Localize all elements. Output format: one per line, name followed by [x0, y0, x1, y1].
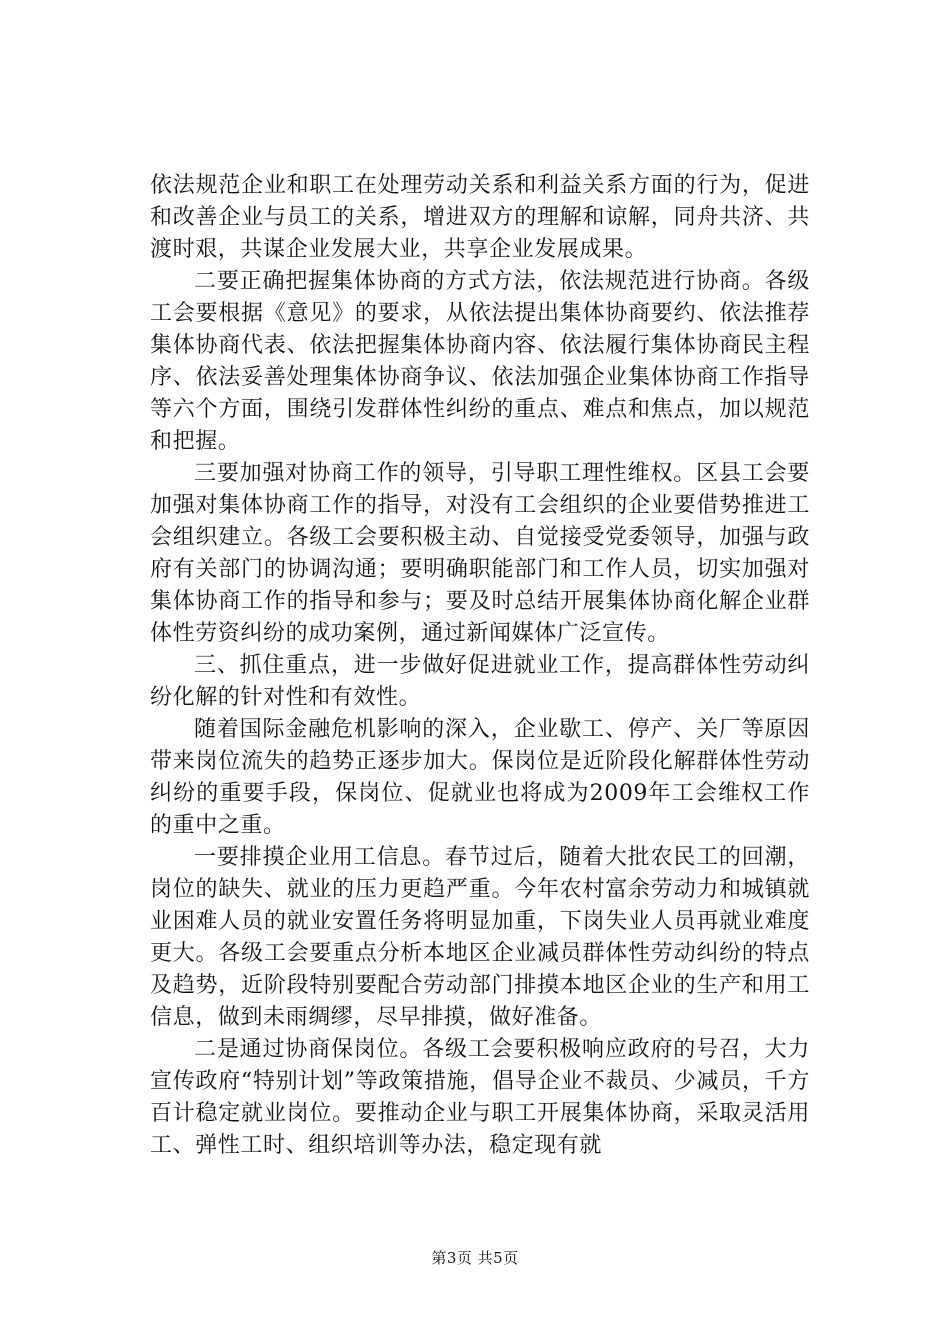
- document-body: [150, 170, 810, 1162]
- paragraph-3: 三要加强对协商工作的领导，引导职工理性维权。区县工会要加强对集体协商工作的指导，对没有工会组织的企业要借势推进工会组织建立。各级工会要积极主动、自觉接受党委领导，加强与政府有关部门的协调沟通；要明确职能部门和工作人员，切实加强对集体协商工作的指导和参与；要及时总结开展集体协商化解企业群体性劳资纠纷的成功案例，通过新闻媒体广泛宣传。: [150, 461, 810, 646]
- paragraph-2: 二要正确把握集体协商的方式方法，依法规范进行协商。各级工会要根据《意见》的要求，从依法提出集体协商要约、依法推荐集体协商代表、依法把握集体协商内容、依法履行集体协商民主程序、依法妥善处理集体协商争议、依法加强企业集体协商工作指导等六个方面，围绕引发群体性纠纷的重点、难点和焦点，加以规范和把握。: [150, 269, 810, 454]
- paragraph-4-section-heading: 三、抓住重点，进一步做好促进就业工作，提高群体性劳动纠纷化解的针对性和有效性。: [150, 653, 810, 710]
- page-number-footer: 第3页 共5页: [431, 1249, 519, 1267]
- paragraph-5: 随着国际金融危机影响的深入，企业歇工、停产、关厂等原因带来岗位流失的趋势正逐步加大。保岗位是近阶段化解群体性劳动纠纷的重要手段，保岗位、促就业也将成为2009年工会维权工作的重中之重。: [150, 717, 810, 838]
- paragraph-1: 依法规范企业和职工在处理劳动关系和利益关系方面的行为，促进和改善企业与员工的关系，增进双方的理解和谅解，同舟共济、共渡时艰，共谋企业发展大业，共享企业发展成果。: [150, 173, 810, 262]
- paragraph-6: 一要排摸企业用工信息。春节过后，随着大批农民工的回潮，岗位的缺失、就业的压力更趋严重。今年农村富余劳动力和城镇就业困难人员的就业安置任务将明显加重，下岗失业人员再就业难度更大。各级工会要重点分析本地区企业减员群体性劳动纠纷的特点及趋势，近阶段特别要配合劳动部门排摸本地区企业的生产和用工信息，做到未雨绸缪，尽早排摸，做好准备。: [150, 845, 810, 1030]
- paragraph-7: 二是通过协商保岗位。各级工会要积极响应政府的号召，大力宣传政府“特别计划”等政策措施，倡导企业不裁员、少减员，千方百计稳定就业岗位。要推动企业与职工开展集体协商，采取灵活用工、弹性工时、组织培训等办法，稳定现有就: [150, 1037, 810, 1158]
